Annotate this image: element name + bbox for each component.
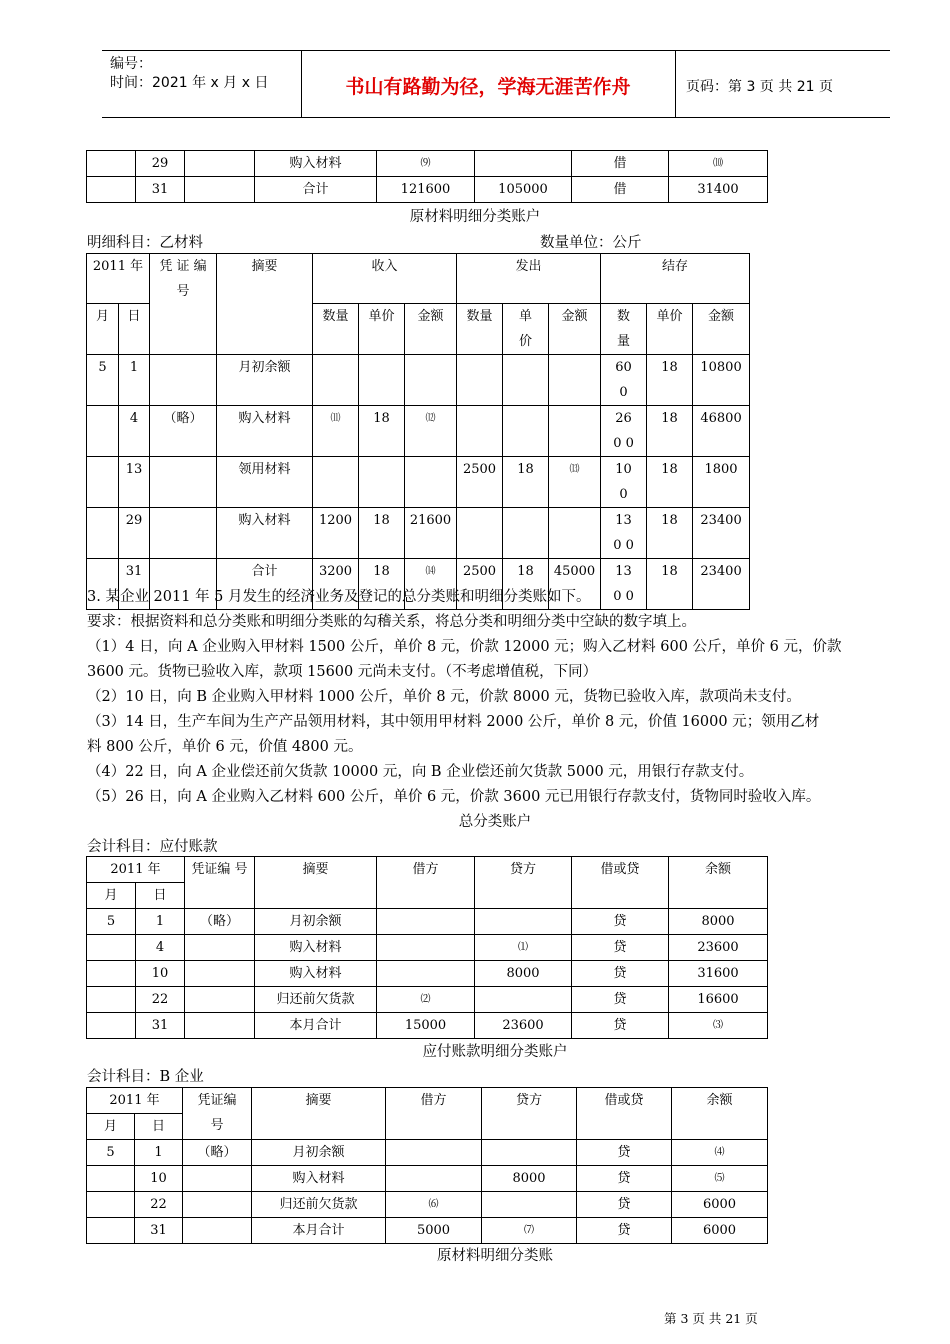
cell: 18 bbox=[503, 559, 549, 610]
cell: 5 bbox=[87, 1140, 135, 1166]
table-row bbox=[87, 1140, 768, 1166]
cell: 100 bbox=[601, 457, 647, 508]
cell: 贷 bbox=[572, 987, 669, 1013]
cell bbox=[87, 151, 136, 177]
cell: 8000 bbox=[482, 1166, 577, 1192]
cell: 领用材料 bbox=[217, 457, 313, 508]
cell bbox=[482, 1140, 577, 1166]
column-header: 月 bbox=[87, 304, 119, 355]
cell bbox=[87, 508, 119, 559]
column-header: 结存 bbox=[601, 254, 750, 304]
cell: 8000 bbox=[475, 961, 572, 987]
column-header: 月 bbox=[87, 1114, 135, 1140]
column-header: 借方 bbox=[377, 857, 475, 909]
cell: （略） bbox=[185, 909, 255, 935]
cell: 借 bbox=[572, 151, 669, 177]
cell: ⑿ bbox=[405, 406, 457, 457]
cell: ⑹ bbox=[386, 1192, 482, 1218]
cell bbox=[183, 1166, 252, 1192]
header-divider bbox=[301, 50, 302, 117]
header-bottom-rule bbox=[102, 117, 890, 118]
problem-item: （3）14 日，生产车间为生产产品领用材料，其中领用甲材料 2000 公斤，单价 8 元，价值 16000 元；领用乙材 bbox=[87, 714, 820, 730]
cell: 31 bbox=[136, 177, 185, 203]
cell: 23400 bbox=[693, 508, 750, 559]
cell: 23600 bbox=[669, 935, 768, 961]
cell: 月初余额 bbox=[217, 355, 313, 406]
cell bbox=[87, 1192, 135, 1218]
cell: 购入材料 bbox=[255, 961, 377, 987]
cell bbox=[185, 1013, 255, 1039]
cell bbox=[87, 987, 136, 1013]
cell: 18 bbox=[647, 508, 693, 559]
ledger2-table bbox=[86, 253, 750, 610]
cell: 13 bbox=[119, 457, 150, 508]
table-row bbox=[87, 177, 768, 203]
column-header: 余额 bbox=[672, 1088, 768, 1140]
cell: 贷 bbox=[572, 1013, 669, 1039]
cell: 2500 bbox=[457, 559, 503, 610]
motto: 书山有路勤为径，学海无涯苦作舟 bbox=[345, 76, 631, 98]
column-header: 借或贷 bbox=[577, 1088, 672, 1140]
table-row bbox=[87, 961, 768, 987]
cell: 贷 bbox=[572, 935, 669, 961]
cell: 600 bbox=[601, 355, 647, 406]
doc-time-label: 时间：2021 年 x 月 x 日 bbox=[110, 75, 269, 91]
ledger-continuation-table bbox=[86, 150, 768, 203]
cell: 5000 bbox=[386, 1218, 482, 1244]
cell bbox=[457, 508, 503, 559]
cell bbox=[185, 151, 255, 177]
cell: ⑸ bbox=[672, 1166, 768, 1192]
ledger3-table bbox=[86, 856, 768, 1039]
ledger3-subject: 会计科目：应付账款 bbox=[87, 839, 218, 855]
cell: 贷 bbox=[577, 1192, 672, 1218]
column-header: 借方 bbox=[386, 1088, 482, 1140]
table-row bbox=[87, 1218, 768, 1244]
table-header-row bbox=[87, 1088, 768, 1114]
table-row bbox=[87, 1013, 768, 1039]
cell: 29 bbox=[119, 508, 150, 559]
cell: 归还前欠货款 bbox=[255, 987, 377, 1013]
cell bbox=[150, 457, 217, 508]
cell: 18 bbox=[503, 457, 549, 508]
cell: 15000 bbox=[377, 1013, 475, 1039]
table-row bbox=[87, 508, 750, 559]
cell: 6000 bbox=[672, 1192, 768, 1218]
cell: 10 bbox=[136, 961, 185, 987]
cell: 18 bbox=[359, 406, 405, 457]
page-label: 页码：第 3 页 共 21 页 bbox=[686, 79, 833, 95]
cell: ⑷ bbox=[672, 1140, 768, 1166]
column-header: 发出 bbox=[457, 254, 601, 304]
table-header-row bbox=[87, 254, 750, 304]
cell: （略） bbox=[150, 406, 217, 457]
cell: 贷 bbox=[577, 1166, 672, 1192]
column-header: 日 bbox=[135, 1114, 183, 1140]
cell: 18 bbox=[647, 406, 693, 457]
cell: 22 bbox=[135, 1192, 183, 1218]
cell bbox=[185, 987, 255, 1013]
cell: 归还前欠货款 bbox=[252, 1192, 386, 1218]
cell bbox=[313, 457, 359, 508]
column-header: 贷方 bbox=[482, 1088, 577, 1140]
cell: ⑴ bbox=[475, 935, 572, 961]
problem-title: 3. 某企业 2011 年 5 月发生的经济业务及登记的总分类账和明细分类账如下。 bbox=[87, 589, 591, 605]
cell: 121600 bbox=[377, 177, 475, 203]
cell: 45000 bbox=[549, 559, 601, 610]
column-header: 单 价 bbox=[503, 304, 549, 355]
cell bbox=[377, 935, 475, 961]
cell: ⑽ bbox=[669, 151, 768, 177]
column-header: 单价 bbox=[359, 304, 405, 355]
column-header: 金额 bbox=[549, 304, 601, 355]
cell: 31400 bbox=[669, 177, 768, 203]
table-row bbox=[87, 1192, 768, 1218]
column-header: 月 bbox=[87, 883, 136, 909]
table-row bbox=[87, 355, 750, 406]
cell bbox=[359, 355, 405, 406]
cell: 贷 bbox=[572, 909, 669, 935]
cell bbox=[503, 508, 549, 559]
cell: 18 bbox=[647, 559, 693, 610]
ledger3-title: 总分类账户 bbox=[458, 814, 532, 830]
table-row bbox=[87, 457, 750, 508]
cell: 31 bbox=[119, 559, 150, 610]
cell: 31 bbox=[136, 1013, 185, 1039]
cell bbox=[475, 151, 572, 177]
cell bbox=[549, 355, 601, 406]
column-header: 贷方 bbox=[475, 857, 572, 909]
problem-item: （2）10 日，向 B 企业购入甲材料 1000 公斤，单价 8 元，价款 8000 元，货物已验收入库，款项尚未支付。 bbox=[87, 689, 801, 705]
table-row bbox=[87, 935, 768, 961]
cell bbox=[87, 457, 119, 508]
cell bbox=[386, 1166, 482, 1192]
cell: 23400 bbox=[693, 559, 750, 610]
cell: 本月合计 bbox=[255, 1013, 377, 1039]
cell: 合计 bbox=[217, 559, 313, 610]
cell: 10800 bbox=[693, 355, 750, 406]
problem-requirement: 要求：根据资料和总分类账和明细分类账的勾稽关系，将总分类和明细分类中空缺的数字填上。 bbox=[87, 614, 696, 630]
cell: 16600 bbox=[669, 987, 768, 1013]
cell bbox=[359, 457, 405, 508]
cell bbox=[386, 1140, 482, 1166]
cell: ⒁ bbox=[405, 559, 457, 610]
cell: 46800 bbox=[693, 406, 750, 457]
cell: 130 0 bbox=[601, 559, 647, 610]
column-header: 2011 年 bbox=[87, 857, 185, 883]
cell: ⑶ bbox=[669, 1013, 768, 1039]
cell: 1 bbox=[136, 909, 185, 935]
table-row bbox=[87, 406, 750, 457]
cell: 2500 bbox=[457, 457, 503, 508]
problem-item: （5）26 日，向 A 企业购入乙材料 600 公斤，单价 6 元，价款 3600 元已用银行存款支付，货物同时验收入库。 bbox=[87, 789, 821, 805]
cell bbox=[457, 355, 503, 406]
cell bbox=[87, 961, 136, 987]
cell bbox=[475, 987, 572, 1013]
column-header: 摘要 bbox=[217, 254, 313, 355]
problem-item: 料 800 公斤，单价 6 元，价值 4800 元。 bbox=[87, 739, 363, 755]
cell: 购入材料 bbox=[255, 935, 377, 961]
cell: 130 0 bbox=[601, 508, 647, 559]
ledger2-title: 原材料明细分类账户 bbox=[409, 209, 541, 225]
cell: 22 bbox=[136, 987, 185, 1013]
cell: 借 bbox=[572, 177, 669, 203]
cell bbox=[405, 355, 457, 406]
table-row bbox=[87, 1166, 768, 1192]
column-header: 凭 证 编 号 bbox=[150, 254, 217, 355]
column-header: 2011 年 bbox=[87, 254, 150, 304]
cell bbox=[87, 177, 136, 203]
table-row bbox=[87, 909, 768, 935]
cell: 5 bbox=[87, 909, 136, 935]
cell: 贷 bbox=[572, 961, 669, 987]
cell: 贷 bbox=[577, 1218, 672, 1244]
column-header: 凭证编 号 bbox=[183, 1088, 252, 1140]
cell bbox=[549, 508, 601, 559]
column-header: 摘要 bbox=[255, 857, 377, 909]
column-header: 日 bbox=[119, 304, 150, 355]
cell: ⑼ bbox=[377, 151, 475, 177]
cell: 1800 bbox=[693, 457, 750, 508]
cell bbox=[87, 935, 136, 961]
cell: 月初余额 bbox=[252, 1140, 386, 1166]
cell bbox=[87, 1013, 136, 1039]
cell: 月初余额 bbox=[255, 909, 377, 935]
table-header-row bbox=[87, 857, 768, 883]
ledger4-subject: 会计科目：B 企业 bbox=[87, 1069, 204, 1085]
cell: 4 bbox=[119, 406, 150, 457]
cell: 购入材料 bbox=[255, 151, 377, 177]
cell: 6000 bbox=[672, 1218, 768, 1244]
column-header: 余额 bbox=[669, 857, 768, 909]
cell: 31 bbox=[135, 1218, 183, 1244]
cell bbox=[185, 177, 255, 203]
cell: 31600 bbox=[669, 961, 768, 987]
doc-number-label: 编号： bbox=[110, 56, 152, 72]
ledger2-unit: 数量单位：公斤 bbox=[540, 235, 642, 251]
cell bbox=[87, 406, 119, 457]
cell: 18 bbox=[359, 508, 405, 559]
cell bbox=[183, 1192, 252, 1218]
column-header: 借或贷 bbox=[572, 857, 669, 909]
column-header: 凭证编 号 bbox=[185, 857, 255, 909]
cell: ⑺ bbox=[482, 1218, 577, 1244]
cell bbox=[150, 355, 217, 406]
cell: 8000 bbox=[669, 909, 768, 935]
ledger4-title: 应付账款明细分类账户 bbox=[422, 1044, 568, 1060]
cell: （略） bbox=[183, 1140, 252, 1166]
cell: 1 bbox=[119, 355, 150, 406]
cell bbox=[457, 406, 503, 457]
cell: 1200 bbox=[313, 508, 359, 559]
header-divider bbox=[675, 50, 676, 117]
problem-item: （4）22 日，向 A 企业偿还前欠货款 10000 元，向 B 企业偿还前欠货款 5000 元，用银行存款支付。 bbox=[87, 764, 754, 780]
cell bbox=[185, 961, 255, 987]
cell: 1 bbox=[135, 1140, 183, 1166]
cell: 购入材料 bbox=[217, 508, 313, 559]
column-header: 摘要 bbox=[252, 1088, 386, 1140]
cell bbox=[183, 1218, 252, 1244]
column-header: 日 bbox=[136, 883, 185, 909]
table-row bbox=[87, 151, 768, 177]
column-header: 数 量 bbox=[601, 304, 647, 355]
cell bbox=[482, 1192, 577, 1218]
problem-item: （1）4 日，向 A 企业购入甲材料 1500 公斤，单价 8 元，价款 12000 元；购入乙材料 600 公斤，单价 6 元，价款 bbox=[87, 639, 842, 655]
cell: 贷 bbox=[577, 1140, 672, 1166]
cell: 18 bbox=[647, 355, 693, 406]
column-header: 数量 bbox=[313, 304, 359, 355]
cell: 4 bbox=[136, 935, 185, 961]
header-top-rule bbox=[102, 50, 890, 51]
cell: 18 bbox=[647, 457, 693, 508]
ledger4-table bbox=[86, 1087, 768, 1244]
column-header: 2011 年 bbox=[87, 1088, 183, 1114]
column-header: 收入 bbox=[313, 254, 457, 304]
cell: 本月合计 bbox=[252, 1218, 386, 1244]
cell bbox=[313, 355, 359, 406]
cell bbox=[377, 961, 475, 987]
cell: 5 bbox=[87, 355, 119, 406]
cell bbox=[377, 909, 475, 935]
cell: 购入材料 bbox=[217, 406, 313, 457]
page-footer: 第 3 页 共 21 页 bbox=[664, 1311, 758, 1326]
cell: ⒀ bbox=[549, 457, 601, 508]
cell: 合计 bbox=[255, 177, 377, 203]
cell bbox=[87, 1166, 135, 1192]
cell bbox=[475, 909, 572, 935]
cell: 21600 bbox=[405, 508, 457, 559]
cell: 29 bbox=[136, 151, 185, 177]
cell bbox=[503, 355, 549, 406]
column-header: 金额 bbox=[405, 304, 457, 355]
cell: 购入材料 bbox=[252, 1166, 386, 1192]
cell: 18 bbox=[359, 559, 405, 610]
column-header: 数量 bbox=[457, 304, 503, 355]
cell bbox=[405, 457, 457, 508]
cell: 23600 bbox=[475, 1013, 572, 1039]
cell: 260 0 bbox=[601, 406, 647, 457]
cell: 10 bbox=[135, 1166, 183, 1192]
cell bbox=[87, 1218, 135, 1244]
problem-item: 3600 元。货物已验收入库，款项 15600 元尚未支付。（不考虑增值税，下同） bbox=[87, 664, 598, 680]
cell: ⑾ bbox=[313, 406, 359, 457]
cell bbox=[549, 406, 601, 457]
cell: ⑵ bbox=[377, 987, 475, 1013]
cell bbox=[185, 935, 255, 961]
next-ledger-title: 原材料明细分类账 bbox=[437, 1248, 553, 1264]
cell: 105000 bbox=[475, 177, 572, 203]
column-header: 金额 bbox=[693, 304, 750, 355]
table-row bbox=[87, 987, 768, 1013]
cell bbox=[150, 508, 217, 559]
column-header: 单价 bbox=[647, 304, 693, 355]
cell bbox=[503, 406, 549, 457]
cell: 3200 bbox=[313, 559, 359, 610]
ledger2-subject: 明细科目：乙材料 bbox=[87, 235, 203, 251]
